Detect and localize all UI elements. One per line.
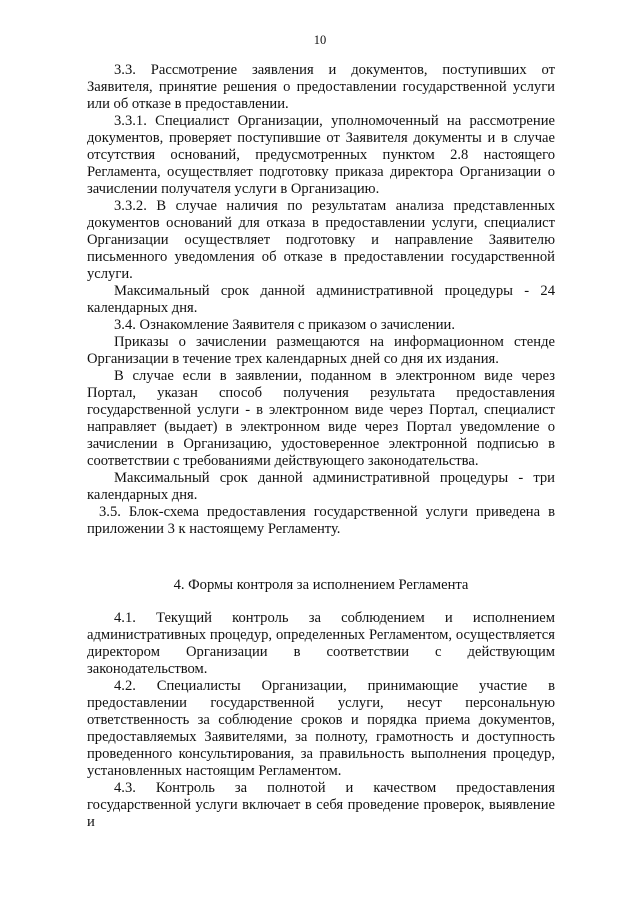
document-body bbox=[87, 62, 555, 831]
paragraph-3-3-2: 3.3.2. В случае наличия по результатам анализа представленных документов оснований для отказа в предоставлении услуги, специалист Организации осуществляет подготовку и направление Заявителю письменного уведомления об отказе в предоставлении государственной услуги. bbox=[87, 198, 555, 282]
paragraph-portal-notice: В случае если в заявлении, поданном в электронном виде через Портал, указан способ получения результата предоставления государственной услуги - в электронном виде через Портал, специалист направляет (выдает) в электронном виде через Портал уведомление о зачислении в Организацию, удостоверенное электронной подписью в соответствии с требованиями действующего законодательства. bbox=[87, 368, 555, 469]
paragraph-3-3: 3.3. Рассмотрение заявления и документов, поступивших от Заявителя, принятие решения о предоставлении государственной услуги или об отказе в предоставлении. bbox=[87, 62, 555, 112]
paragraph-4-3: 4.3. Контроль за полнотой и качеством предоставления государственной услуги включает в себя проведение проверок, выявление и bbox=[87, 780, 555, 830]
paragraph-4-1: 4.1. Текущий контроль за соблюдением и исполнением административных процедур, определенных Регламентом, осуществляется директором Организации в соответствии с действующим законодательством. bbox=[87, 610, 555, 677]
section-title: 4. Формы контроля за исполнением Регламента bbox=[173, 577, 469, 593]
paragraph-3-5: 3.5. Блок-схема предоставления государственной услуги приведена в приложении 3 к настоящему Регламенту. bbox=[87, 504, 555, 537]
paragraph-orders-posting: Приказы о зачислении размещаются на информационном стенде Организации в течение трех календарных дней со дня их издания. bbox=[87, 334, 555, 367]
paragraph-3-3-1: 3.3.1. Специалист Организации, уполномоченный на рассмотрение документов, проверяет поступившие от Заявителя документы и в случае отсутствия оснований, предусмотренных пунктом 2.8 настоящего Регламента, осуществляет подготовку приказа директора Организации о зачислении получателя услуги в Организацию. bbox=[87, 113, 555, 197]
paragraph-max-term-24: Максимальный срок данной административной процедуры - 24 календарных дня. bbox=[87, 283, 555, 316]
paragraph-4-2: 4.2. Специалисты Организации, принимающие участие в предоставлении государственной услуги, несут персональную ответственность за соблюдение сроков и порядка приема документов, предоставляемых Заявителями, за полноту, грамотность и доступность проведенного консультирования, за правильность выполнения процедур, установленных настоящим Регламентом. bbox=[87, 678, 555, 779]
paragraph-3-4: 3.4. Ознакомление Заявителя с приказом о зачислении. bbox=[114, 317, 455, 333]
paragraph-max-term-three: Максимальный срок данной административной процедуры - три календарных дня. bbox=[87, 470, 555, 503]
page-number: 10 bbox=[313, 33, 327, 47]
